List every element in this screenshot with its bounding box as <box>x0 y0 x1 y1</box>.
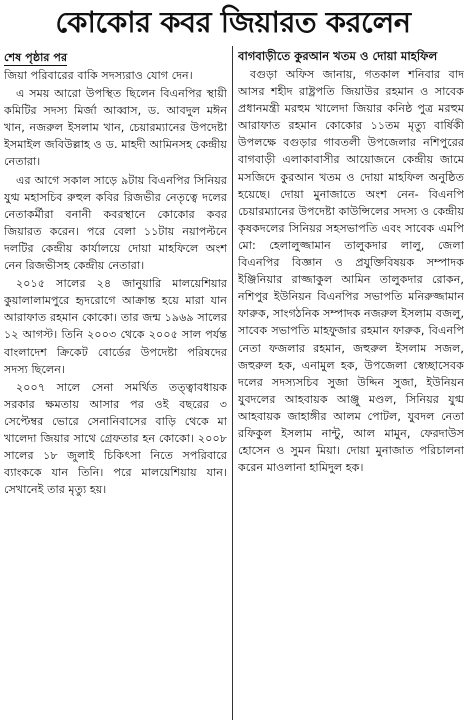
right-column <box>238 46 464 477</box>
column-divider <box>232 46 233 720</box>
paragraph: এ সময় আরো উপস্থিত ছিলেন বিএনপির স্থায়ী কমিটির সদস্য মির্জা আব্বাস, ড. আবদুল মঈন খান, নজরুল ইসলাম খান, চেয়ারম্যানের উপদেষ্টা ইসমাইল জবিউল্লাহ ও ড. মাহদী আমিনসহ কেন্দ্রীয় নেতারা। <box>4 87 227 169</box>
paragraph: ২০১৫ সালের ২৪ জানুয়ারি মালয়েশিয়ার কুয়ালালামপুরে হৃদরোগে আক্রান্ত হয়ে মারা যান আরাফাত রহমান কোকো। তার জন্ম ১৯৬৯ সালের ১২ আগস্ট। তিনি ২০০৩ থেকে ২০০৫ সাল পর্যন্ত বাংলাদেশ ক্রিকেট বোর্ডের উপদেষ্টা পরিষদের সদস্য ছিলেন। <box>4 277 227 376</box>
paragraph: বগুড়া অফিস জানায়, গতকাল শনিবার বাদ আসর শহীদ রাষ্ট্রপতি জিয়াউর রহমান ও সাবেক প্রধানমন্ত্রী মরহুম খালেদা জিয়ার কনিষ্ঠ পুত্র মরহুম আরাফাত রহমান কোকোর ১১তম মৃত্যু বার্ষিকী উপলক্ষে বগুড়ার গাবতলী উপজেলার নশিপুরের বাগবাড়ী এলাকাবাসীর আয়োজনে কেন্দ্রীয় জামে মসজিদে কুরআন খতম ও দোয়া মাহফিল অনুষ্ঠিত হয়েছে। দোয়া মুনাজাতে অংশ নেন- বিএনপি চেয়ারম্যানের উপদেষ্টা কাউন্সিলের সদস্য ও কেন্দ্রীয় কৃষকদলের সিনিয়র সহসভাপতি এবং সাবেক এমপি মো: হেলালুজ্জামান তালুকদার লালু, জেলা বিএনপির বিজ্ঞান ও প্রযুক্তিবিষয়ক সম্পাদক ইঞ্জিনিয়ার রাজ্জাকুল আমিন তালুকদার রোকন, নশিপুর ইউনিয়ন বিএনপির সভাপতি মনিরুজ্জামান ফারুক, সাংগঠনিক সম্পাদক নজরুল ইসলাম বজলু, সাবেক সভাপতি মাহফুজার রহমান ফারুক, বিএনপি নেতা ফজলার রহমান, জহুরুল ইসলাম সজল, জহুরুল হক, এনামুল হক, উপজেলা স্বেচ্ছাসেবক দলের সদস্যসচিব সুজা উদ্দিন সুজা, ইউনিয়ন যুবদলের আহবায়ক আঞ্জু মণ্ডল, সিনিয়র যুগ্ম আহবায়ক জাহাঙ্গীর আলম পোটল, যুবদল নেতা রফিকুল ইসলাম নান্টু, আল মামুন, ফেরদাউস হোসেন ও সুমন মিয়া। দোয়া মুনাজাত পরিচালনা করেন মাওলানা হামিদুল হক। <box>238 68 464 475</box>
section-subhead: বাগবাড়ীতে কুরআন খতম ও দোয়া মাহফিল <box>238 49 438 63</box>
paragraph: ২০০৭ সালে সেনা সমর্থিত তত্ত্বাবধায়ক সরকার ক্ষমতায় আসার পর ওই বছরের ৩ সেপ্টেম্বর ভোরে সেনানিবাসের বাড়ি থেকে মা খালেদা জিয়ার সাথে গ্রেফতার হন কোকো। ২০০৮ সালের ১৮ জুলাই চিকিৎসা নিতে সপরিবারে ব্যাংককে যান তিনি। পরে মালয়েশিয়ায় যান। সেখানেই তার মৃত্যু হয়। <box>4 380 227 497</box>
continuation-kicker: শেষ পৃষ্ঠার পর <box>4 51 68 64</box>
left-column <box>4 46 227 499</box>
paragraph: জিয়া পরিবারের বাকি সদস্যরাও যোগ দেন। <box>4 69 193 82</box>
article-body <box>0 46 466 720</box>
headline: কোকোর কবর জিয়ারত করলেন <box>55 4 411 39</box>
paragraph: এর আগে সকাল সাড়ে ৯টায় বিএনপির সিনিয়র যুগ্ম মহাসচিব রুহুল কবির রিজভীর নেতৃত্বে দলের নেতাকর্মীরা বনানী কবরস্থানে কোকোর কবর জিয়ারত করেন। পরে বেলা ১১টায় নয়াপল্টনে দলটির কেন্দ্রীয় কার্যালয়ে দোয়া মাহফিলে অংশ নেন রিজভীসহ কেন্দ্রীয় নেতারা। <box>4 173 227 273</box>
